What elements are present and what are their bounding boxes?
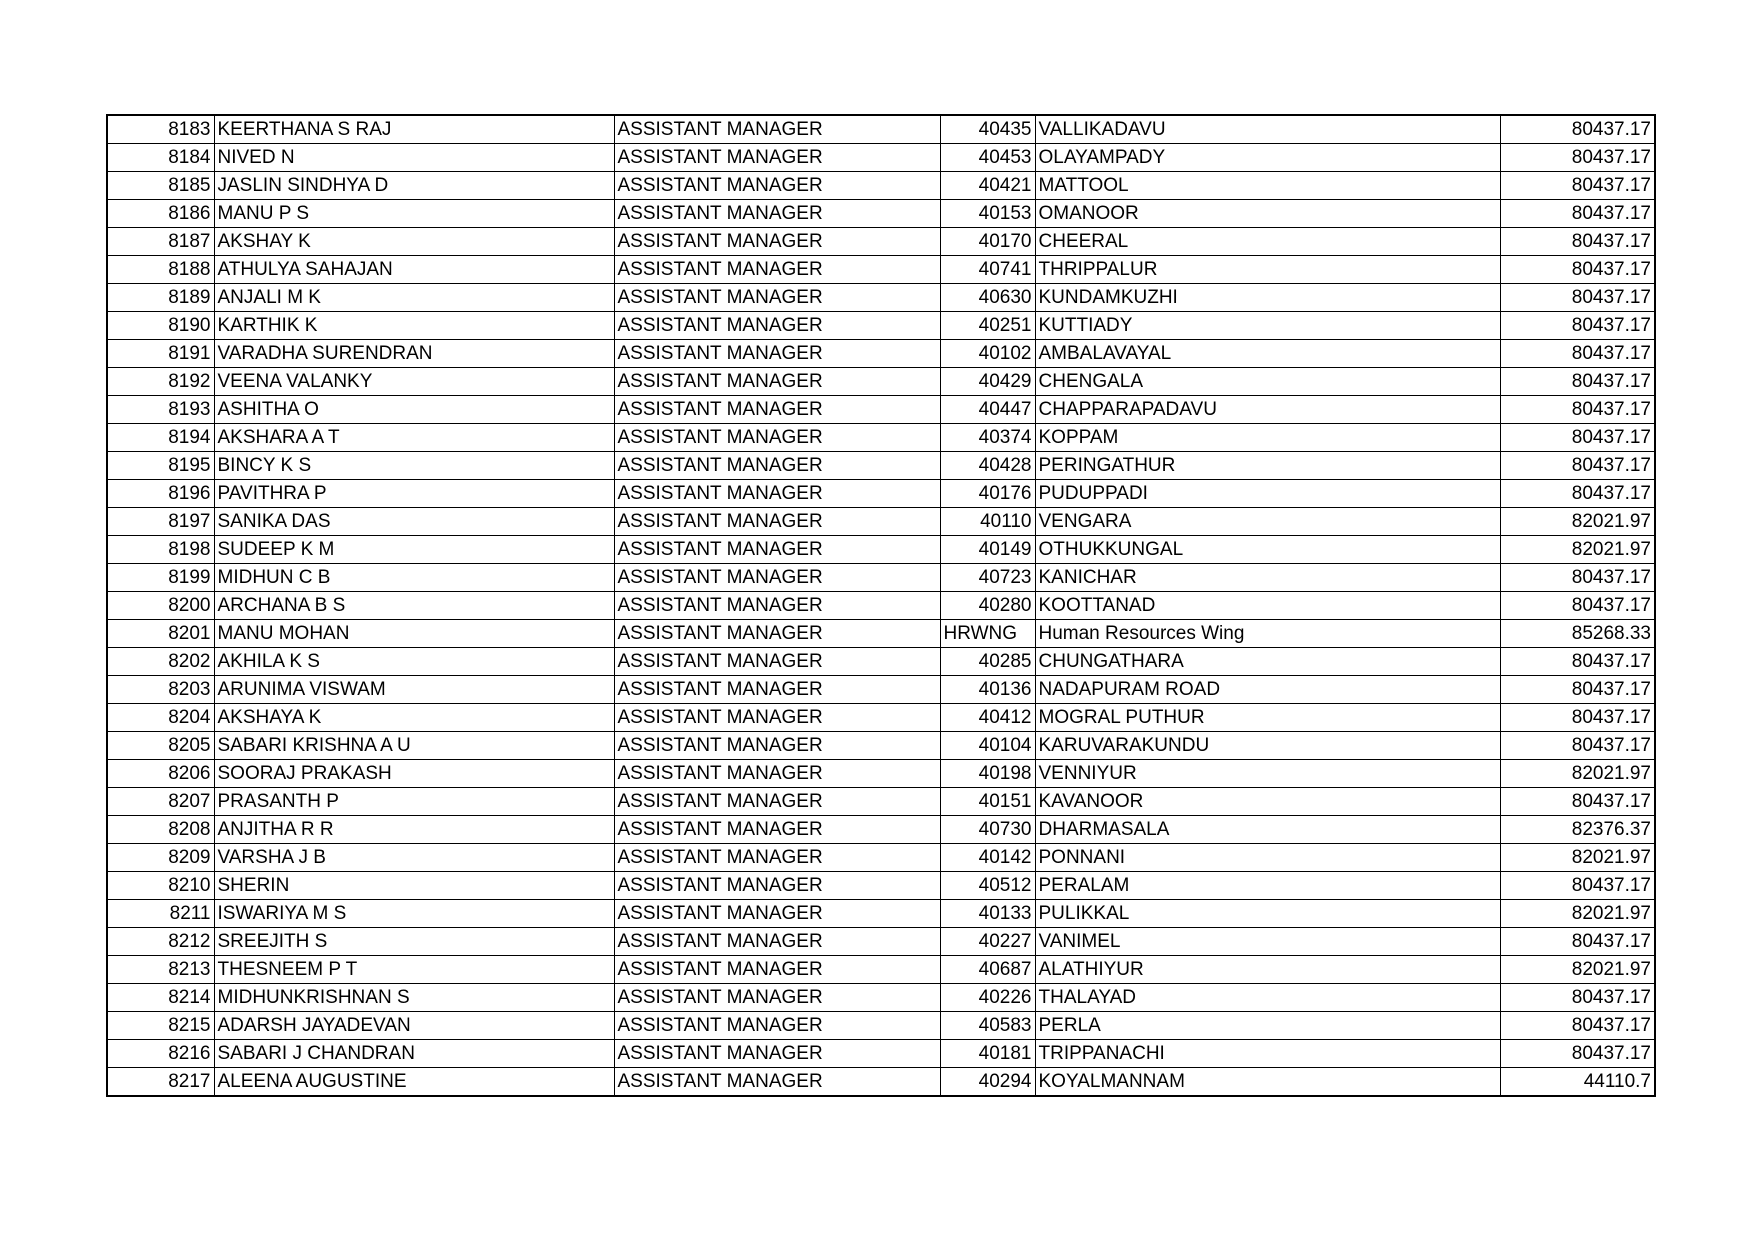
amount-cell: 80437.17 xyxy=(1500,480,1655,508)
employee-name-cell: KARTHIK K xyxy=(214,312,614,340)
branch-code-cell: 40285 xyxy=(940,648,1035,676)
branch-name-cell: PERALAM xyxy=(1035,872,1500,900)
branch-name-cell: CHAPPARAPADAVU xyxy=(1035,396,1500,424)
branch-name-cell: KOPPAM xyxy=(1035,424,1500,452)
serial-number-cell: 8196 xyxy=(107,480,214,508)
serial-number-cell: 8190 xyxy=(107,312,214,340)
designation-cell: ASSISTANT MANAGER xyxy=(614,312,940,340)
branch-code-cell: 40429 xyxy=(940,368,1035,396)
branch-name-cell: KAVANOOR xyxy=(1035,788,1500,816)
branch-code-cell: 40151 xyxy=(940,788,1035,816)
branch-name-cell: PERLA xyxy=(1035,1012,1500,1040)
employee-name-cell: ADARSH JAYADEVAN xyxy=(214,1012,614,1040)
designation-cell: ASSISTANT MANAGER xyxy=(614,396,940,424)
amount-cell: 80437.17 xyxy=(1500,1012,1655,1040)
branch-code-cell: 40583 xyxy=(940,1012,1035,1040)
designation-cell: ASSISTANT MANAGER xyxy=(614,452,940,480)
table-row xyxy=(107,1012,1655,1040)
employee-name-cell: ANJALI M K xyxy=(214,284,614,312)
amount-cell: 80437.17 xyxy=(1500,228,1655,256)
amount-cell: 80437.17 xyxy=(1500,984,1655,1012)
branch-code-cell: 40133 xyxy=(940,900,1035,928)
employee-name-cell: ISWARIYA M S xyxy=(214,900,614,928)
table-row xyxy=(107,648,1655,676)
designation-cell: ASSISTANT MANAGER xyxy=(614,1040,940,1068)
employee-name-cell: AKHILA K S xyxy=(214,648,614,676)
branch-code-cell: 40227 xyxy=(940,928,1035,956)
branch-code-cell: 40176 xyxy=(940,480,1035,508)
serial-number-cell: 8203 xyxy=(107,676,214,704)
branch-code-cell: 40198 xyxy=(940,760,1035,788)
branch-name-cell: PONNANI xyxy=(1035,844,1500,872)
branch-name-cell: DHARMASALA xyxy=(1035,816,1500,844)
amount-cell: 80437.17 xyxy=(1500,312,1655,340)
table-row xyxy=(107,508,1655,536)
serial-number-cell: 8202 xyxy=(107,648,214,676)
serial-number-cell: 8204 xyxy=(107,704,214,732)
branch-code-cell: 40280 xyxy=(940,592,1035,620)
branch-code-cell: 40104 xyxy=(940,732,1035,760)
branch-code-cell: 40374 xyxy=(940,424,1035,452)
amount-cell: 80437.17 xyxy=(1500,1040,1655,1068)
branch-name-cell: VALLIKADAVU xyxy=(1035,115,1500,144)
branch-code-cell: 40730 xyxy=(940,816,1035,844)
branch-name-cell: KOYALMANNAM xyxy=(1035,1068,1500,1097)
employee-name-cell: VEENA VALANKY xyxy=(214,368,614,396)
branch-code-cell: 40421 xyxy=(940,172,1035,200)
designation-cell: ASSISTANT MANAGER xyxy=(614,284,940,312)
table-row xyxy=(107,704,1655,732)
branch-code-cell: 40453 xyxy=(940,144,1035,172)
amount-cell: 80437.17 xyxy=(1500,340,1655,368)
amount-cell: 80437.17 xyxy=(1500,732,1655,760)
employee-name-cell: MIDHUN C B xyxy=(214,564,614,592)
serial-number-cell: 8200 xyxy=(107,592,214,620)
branch-name-cell: NADAPURAM ROAD xyxy=(1035,676,1500,704)
serial-number-cell: 8207 xyxy=(107,788,214,816)
amount-cell: 44110.7 xyxy=(1500,1068,1655,1097)
amount-cell: 82021.97 xyxy=(1500,956,1655,984)
branch-name-cell: Human Resources Wing xyxy=(1035,620,1500,648)
table-row xyxy=(107,732,1655,760)
table-row xyxy=(107,872,1655,900)
branch-code-cell: 40630 xyxy=(940,284,1035,312)
designation-cell: ASSISTANT MANAGER xyxy=(614,592,940,620)
employee-name-cell: MIDHUNKRISHNAN S xyxy=(214,984,614,1012)
amount-cell: 82021.97 xyxy=(1500,844,1655,872)
serial-number-cell: 8206 xyxy=(107,760,214,788)
amount-cell: 82376.37 xyxy=(1500,816,1655,844)
employee-name-cell: ATHULYA SAHAJAN xyxy=(214,256,614,284)
employee-name-cell: MANU MOHAN xyxy=(214,620,614,648)
branch-name-cell: CHUNGATHARA xyxy=(1035,648,1500,676)
employee-name-cell: SHERIN xyxy=(214,872,614,900)
serial-number-cell: 8205 xyxy=(107,732,214,760)
amount-cell: 80437.17 xyxy=(1500,284,1655,312)
designation-cell: ASSISTANT MANAGER xyxy=(614,788,940,816)
branch-name-cell: KUNDAMKUZHI xyxy=(1035,284,1500,312)
amount-cell: 82021.97 xyxy=(1500,900,1655,928)
amount-cell: 80437.17 xyxy=(1500,200,1655,228)
table-row xyxy=(107,228,1655,256)
branch-name-cell: THRIPPALUR xyxy=(1035,256,1500,284)
serial-number-cell: 8195 xyxy=(107,452,214,480)
branch-name-cell: PERINGATHUR xyxy=(1035,452,1500,480)
employee-name-cell: AKSHAYA K xyxy=(214,704,614,732)
employee-name-cell: MANU P S xyxy=(214,200,614,228)
designation-cell: ASSISTANT MANAGER xyxy=(614,200,940,228)
branch-name-cell: KOOTTANAD xyxy=(1035,592,1500,620)
table-row xyxy=(107,452,1655,480)
branch-code-cell: 40435 xyxy=(940,115,1035,144)
table-row xyxy=(107,984,1655,1012)
employee-name-cell: ANJITHA R R xyxy=(214,816,614,844)
employee-name-cell: NIVED N xyxy=(214,144,614,172)
amount-cell: 80437.17 xyxy=(1500,704,1655,732)
amount-cell: 82021.97 xyxy=(1500,536,1655,564)
branch-code-cell: 40136 xyxy=(940,676,1035,704)
branch-code-cell: 40153 xyxy=(940,200,1035,228)
branch-code-cell: 40687 xyxy=(940,956,1035,984)
branch-name-cell: OMANOOR xyxy=(1035,200,1500,228)
table-row xyxy=(107,312,1655,340)
serial-number-cell: 8183 xyxy=(107,115,214,144)
branch-name-cell: MOGRAL PUTHUR xyxy=(1035,704,1500,732)
branch-code-cell: 40723 xyxy=(940,564,1035,592)
designation-cell: ASSISTANT MANAGER xyxy=(614,732,940,760)
designation-cell: ASSISTANT MANAGER xyxy=(614,984,940,1012)
employee-name-cell: PRASANTH P xyxy=(214,788,614,816)
branch-name-cell: PULIKKAL xyxy=(1035,900,1500,928)
branch-code-cell: 40226 xyxy=(940,984,1035,1012)
table-row xyxy=(107,844,1655,872)
branch-name-cell: AMBALAVAYAL xyxy=(1035,340,1500,368)
employee-table xyxy=(106,114,1656,1097)
table-row xyxy=(107,620,1655,648)
employee-name-cell: ASHITHA O xyxy=(214,396,614,424)
amount-cell: 80437.17 xyxy=(1500,452,1655,480)
amount-cell: 80437.17 xyxy=(1500,788,1655,816)
designation-cell: ASSISTANT MANAGER xyxy=(614,115,940,144)
branch-name-cell: OLAYAMPADY xyxy=(1035,144,1500,172)
branch-code-cell: 40412 xyxy=(940,704,1035,732)
amount-cell: 80437.17 xyxy=(1500,172,1655,200)
table-row xyxy=(107,928,1655,956)
serial-number-cell: 8210 xyxy=(107,872,214,900)
designation-cell: ASSISTANT MANAGER xyxy=(614,508,940,536)
employee-name-cell: THESNEEM P T xyxy=(214,956,614,984)
designation-cell: ASSISTANT MANAGER xyxy=(614,872,940,900)
table-row xyxy=(107,900,1655,928)
branch-code-cell: 40741 xyxy=(940,256,1035,284)
designation-cell: ASSISTANT MANAGER xyxy=(614,620,940,648)
designation-cell: ASSISTANT MANAGER xyxy=(614,536,940,564)
branch-name-cell: PUDUPPADI xyxy=(1035,480,1500,508)
designation-cell: ASSISTANT MANAGER xyxy=(614,340,940,368)
table-row xyxy=(107,115,1655,144)
employee-name-cell: ARUNIMA VISWAM xyxy=(214,676,614,704)
branch-name-cell: OTHUKKUNGAL xyxy=(1035,536,1500,564)
amount-cell: 80437.17 xyxy=(1500,872,1655,900)
table-row xyxy=(107,788,1655,816)
serial-number-cell: 8217 xyxy=(107,1068,214,1097)
serial-number-cell: 8186 xyxy=(107,200,214,228)
employee-name-cell: SABARI J CHANDRAN xyxy=(214,1040,614,1068)
serial-number-cell: 8184 xyxy=(107,144,214,172)
amount-cell: 80437.17 xyxy=(1500,424,1655,452)
designation-cell: ASSISTANT MANAGER xyxy=(614,1012,940,1040)
branch-name-cell: MATTOOL xyxy=(1035,172,1500,200)
serial-number-cell: 8211 xyxy=(107,900,214,928)
table-row xyxy=(107,424,1655,452)
table-row xyxy=(107,536,1655,564)
employee-name-cell: SOORAJ PRAKASH xyxy=(214,760,614,788)
branch-name-cell: CHENGALA xyxy=(1035,368,1500,396)
branch-name-cell: KUTTIADY xyxy=(1035,312,1500,340)
amount-cell: 80437.17 xyxy=(1500,592,1655,620)
employee-name-cell: JASLIN SINDHYA D xyxy=(214,172,614,200)
employee-name-cell: BINCY K S xyxy=(214,452,614,480)
amount-cell: 80437.17 xyxy=(1500,928,1655,956)
serial-number-cell: 8198 xyxy=(107,536,214,564)
table-row xyxy=(107,816,1655,844)
branch-code-cell: 40170 xyxy=(940,228,1035,256)
table-row xyxy=(107,256,1655,284)
amount-cell: 80437.17 xyxy=(1500,368,1655,396)
designation-cell: ASSISTANT MANAGER xyxy=(614,648,940,676)
serial-number-cell: 8189 xyxy=(107,284,214,312)
designation-cell: ASSISTANT MANAGER xyxy=(614,564,940,592)
serial-number-cell: 8212 xyxy=(107,928,214,956)
serial-number-cell: 8188 xyxy=(107,256,214,284)
branch-code-cell: HRWNG xyxy=(940,620,1035,648)
amount-cell: 85268.33 xyxy=(1500,620,1655,648)
branch-code-cell: 40181 xyxy=(940,1040,1035,1068)
employee-name-cell: VARSHA J B xyxy=(214,844,614,872)
employee-name-cell: ARCHANA B S xyxy=(214,592,614,620)
table-row xyxy=(107,200,1655,228)
branch-name-cell: TRIPPANACHI xyxy=(1035,1040,1500,1068)
designation-cell: ASSISTANT MANAGER xyxy=(614,1068,940,1097)
employee-name-cell: SANIKA DAS xyxy=(214,508,614,536)
branch-name-cell: KANICHAR xyxy=(1035,564,1500,592)
designation-cell: ASSISTANT MANAGER xyxy=(614,256,940,284)
employee-name-cell: SABARI KRISHNA A U xyxy=(214,732,614,760)
designation-cell: ASSISTANT MANAGER xyxy=(614,228,940,256)
branch-name-cell: KARUVARAKUNDU xyxy=(1035,732,1500,760)
amount-cell: 80437.17 xyxy=(1500,396,1655,424)
designation-cell: ASSISTANT MANAGER xyxy=(614,816,940,844)
serial-number-cell: 8208 xyxy=(107,816,214,844)
employee-name-cell: AKSHARA A T xyxy=(214,424,614,452)
employee-name-cell: VARADHA SURENDRAN xyxy=(214,340,614,368)
designation-cell: ASSISTANT MANAGER xyxy=(614,956,940,984)
serial-number-cell: 8216 xyxy=(107,1040,214,1068)
designation-cell: ASSISTANT MANAGER xyxy=(614,480,940,508)
employee-name-cell: PAVITHRA P xyxy=(214,480,614,508)
branch-code-cell: 40294 xyxy=(940,1068,1035,1097)
designation-cell: ASSISTANT MANAGER xyxy=(614,172,940,200)
employee-name-cell: AKSHAY K xyxy=(214,228,614,256)
amount-cell: 80437.17 xyxy=(1500,676,1655,704)
serial-number-cell: 8213 xyxy=(107,956,214,984)
table-row xyxy=(107,760,1655,788)
serial-number-cell: 8194 xyxy=(107,424,214,452)
amount-cell: 80437.17 xyxy=(1500,144,1655,172)
serial-number-cell: 8193 xyxy=(107,396,214,424)
branch-code-cell: 40512 xyxy=(940,872,1035,900)
table-row xyxy=(107,592,1655,620)
table-row xyxy=(107,396,1655,424)
amount-cell: 82021.97 xyxy=(1500,508,1655,536)
serial-number-cell: 8191 xyxy=(107,340,214,368)
branch-code-cell: 40149 xyxy=(940,536,1035,564)
branch-code-cell: 40110 xyxy=(940,508,1035,536)
table-row xyxy=(107,676,1655,704)
amount-cell: 82021.97 xyxy=(1500,760,1655,788)
serial-number-cell: 8201 xyxy=(107,620,214,648)
table-row xyxy=(107,172,1655,200)
serial-number-cell: 8209 xyxy=(107,844,214,872)
branch-code-cell: 40102 xyxy=(940,340,1035,368)
table-row xyxy=(107,1040,1655,1068)
designation-cell: ASSISTANT MANAGER xyxy=(614,900,940,928)
branch-code-cell: 40142 xyxy=(940,844,1035,872)
branch-code-cell: 40251 xyxy=(940,312,1035,340)
employee-name-cell: ALEENA AUGUSTINE xyxy=(214,1068,614,1097)
table-row xyxy=(107,368,1655,396)
designation-cell: ASSISTANT MANAGER xyxy=(614,368,940,396)
table-row xyxy=(107,284,1655,312)
serial-number-cell: 8215 xyxy=(107,1012,214,1040)
designation-cell: ASSISTANT MANAGER xyxy=(614,676,940,704)
table-row xyxy=(107,1068,1655,1097)
amount-cell: 80437.17 xyxy=(1500,256,1655,284)
amount-cell: 80437.17 xyxy=(1500,648,1655,676)
branch-name-cell: VENGARA xyxy=(1035,508,1500,536)
branch-name-cell: VENNIYUR xyxy=(1035,760,1500,788)
designation-cell: ASSISTANT MANAGER xyxy=(614,928,940,956)
employee-name-cell: SREEJITH S xyxy=(214,928,614,956)
serial-number-cell: 8185 xyxy=(107,172,214,200)
table-body xyxy=(107,115,1655,1096)
table-row xyxy=(107,144,1655,172)
designation-cell: ASSISTANT MANAGER xyxy=(614,704,940,732)
branch-code-cell: 40447 xyxy=(940,396,1035,424)
table-row xyxy=(107,564,1655,592)
serial-number-cell: 8199 xyxy=(107,564,214,592)
designation-cell: ASSISTANT MANAGER xyxy=(614,844,940,872)
table-row xyxy=(107,340,1655,368)
branch-name-cell: VANIMEL xyxy=(1035,928,1500,956)
designation-cell: ASSISTANT MANAGER xyxy=(614,144,940,172)
serial-number-cell: 8214 xyxy=(107,984,214,1012)
amount-cell: 80437.17 xyxy=(1500,115,1655,144)
serial-number-cell: 8187 xyxy=(107,228,214,256)
amount-cell: 80437.17 xyxy=(1500,564,1655,592)
table-row xyxy=(107,480,1655,508)
serial-number-cell: 8192 xyxy=(107,368,214,396)
designation-cell: ASSISTANT MANAGER xyxy=(614,424,940,452)
branch-code-cell: 40428 xyxy=(940,452,1035,480)
designation-cell: ASSISTANT MANAGER xyxy=(614,760,940,788)
branch-name-cell: CHEERAL xyxy=(1035,228,1500,256)
employee-name-cell: KEERTHANA S RAJ xyxy=(214,115,614,144)
branch-name-cell: ALATHIYUR xyxy=(1035,956,1500,984)
branch-name-cell: THALAYAD xyxy=(1035,984,1500,1012)
serial-number-cell: 8197 xyxy=(107,508,214,536)
table-row xyxy=(107,956,1655,984)
employee-name-cell: SUDEEP K M xyxy=(214,536,614,564)
